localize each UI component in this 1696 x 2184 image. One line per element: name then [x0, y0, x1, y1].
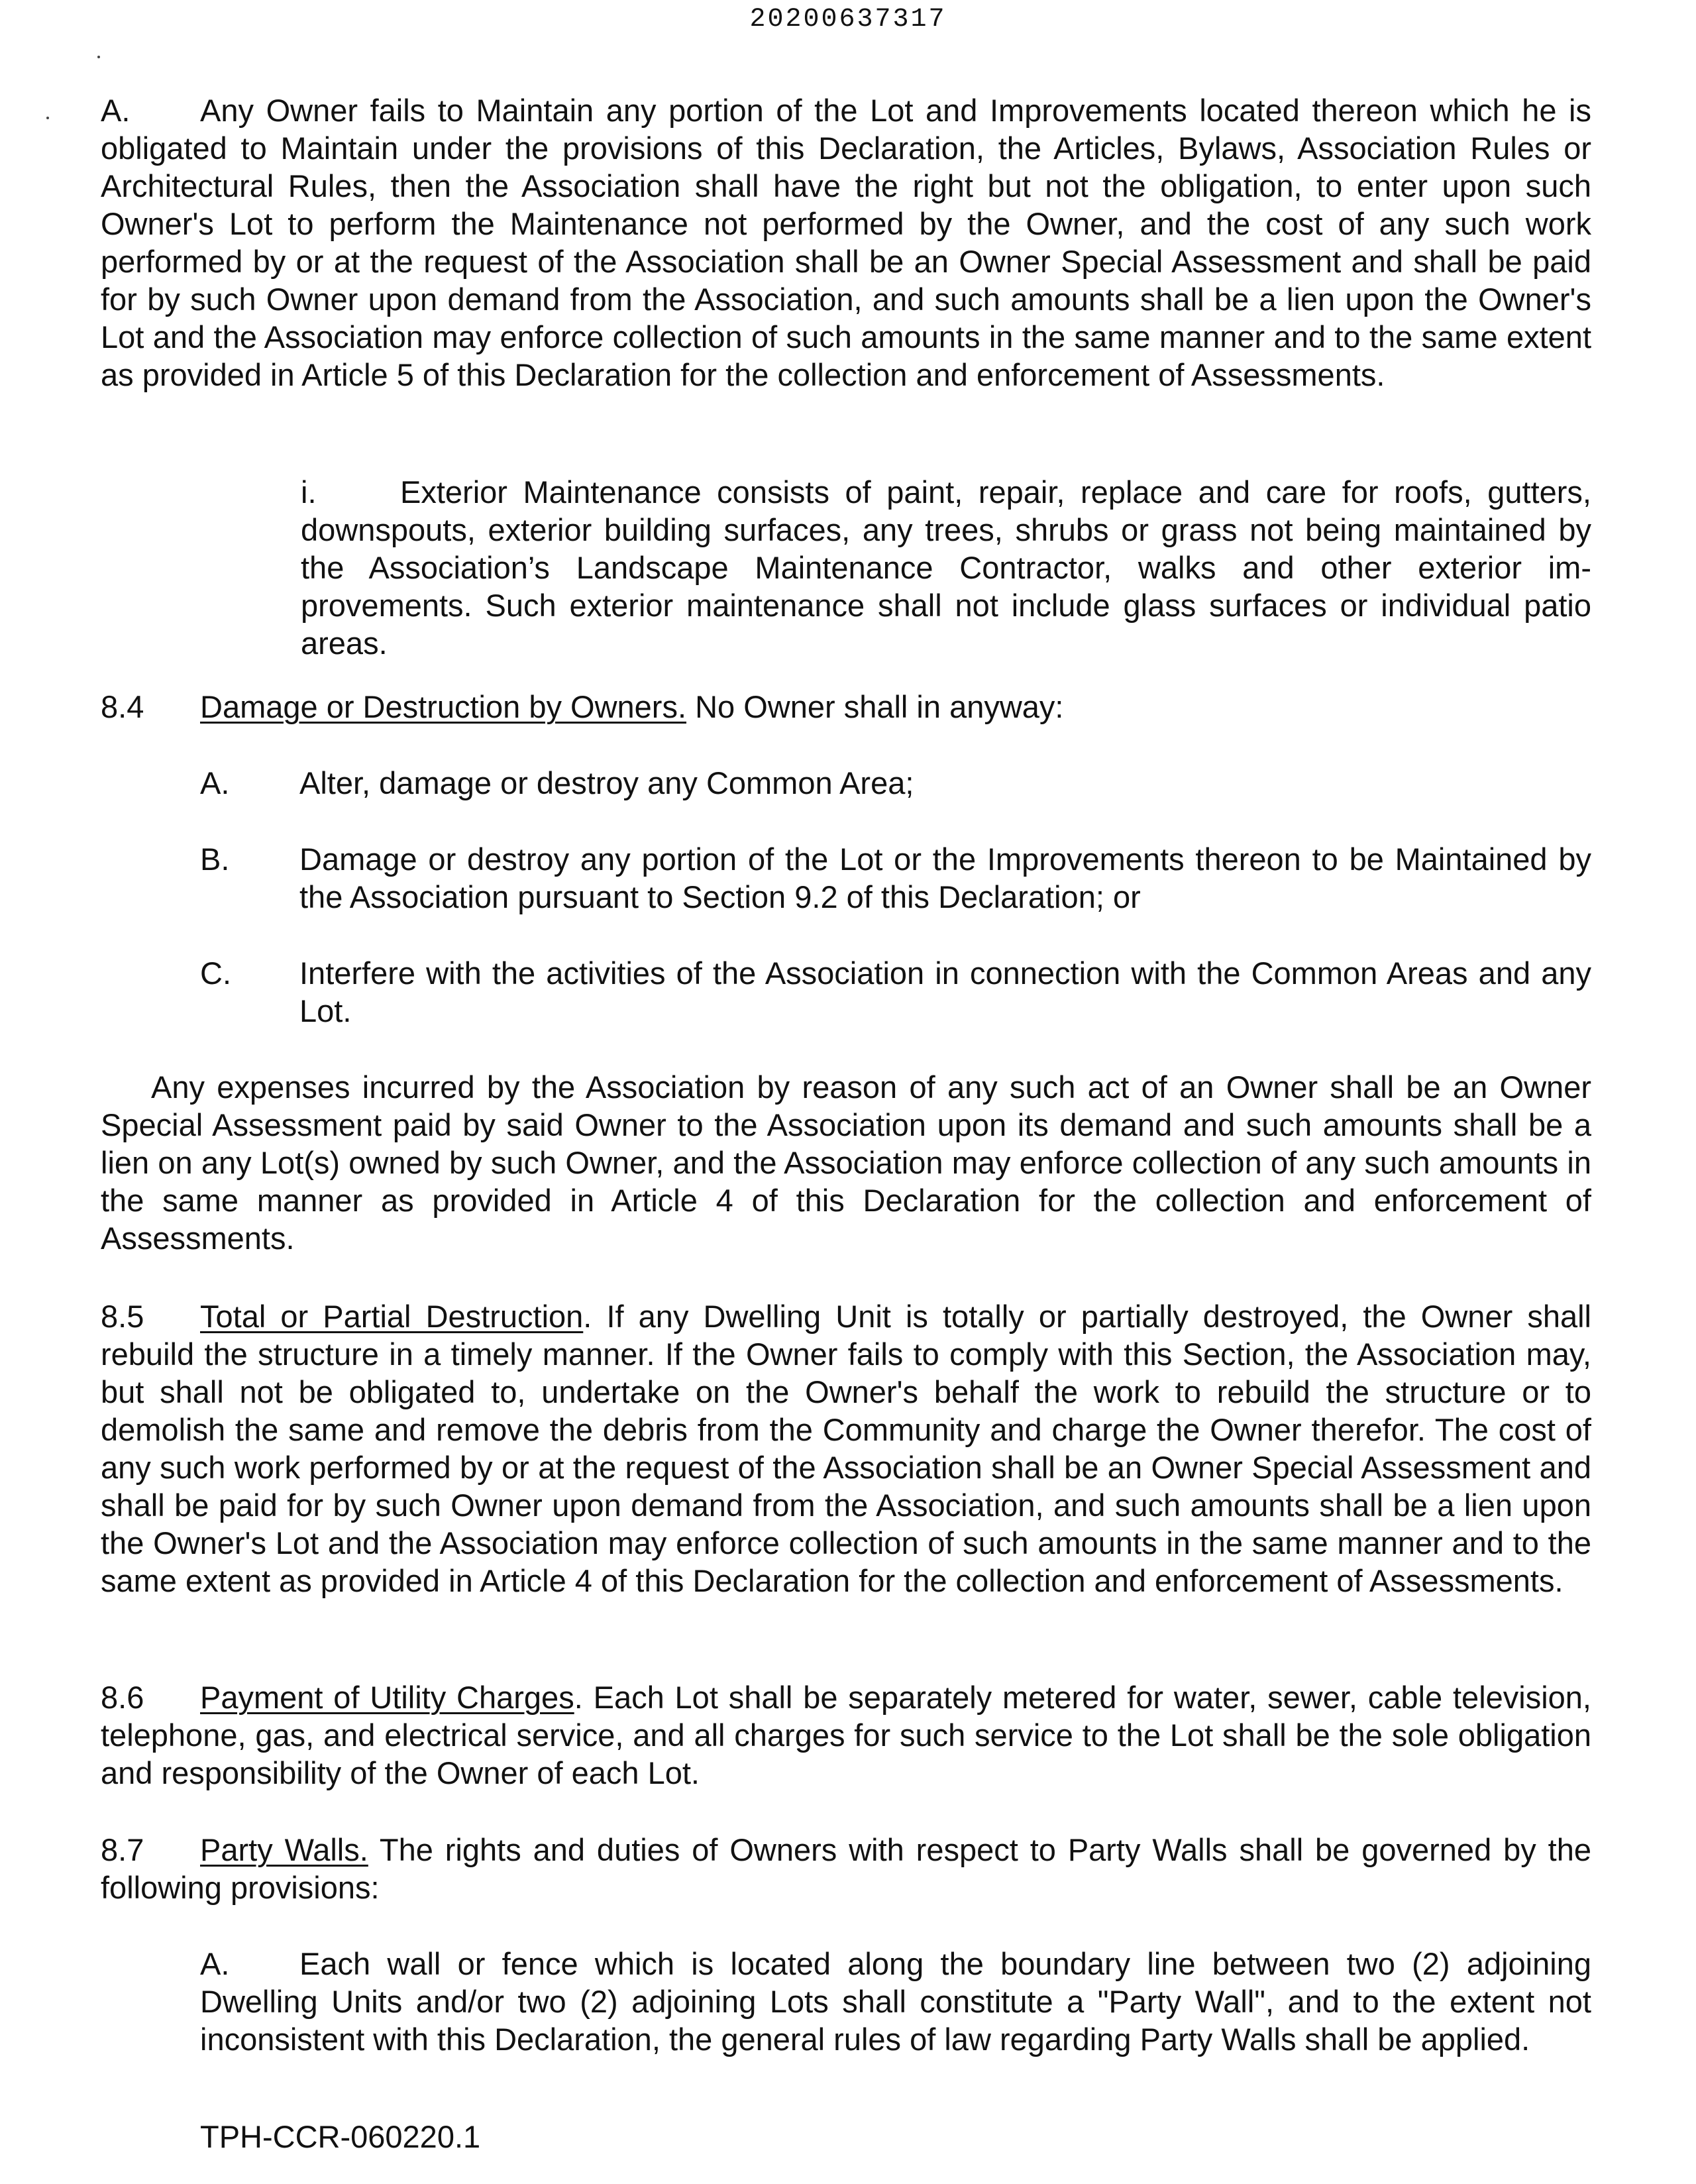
section-8-5	[101, 1297, 1591, 1600]
section-number: 8.7	[101, 1832, 144, 1867]
item-text: Each wall or fence which is located along the boundary line between two (2) adjoining Dwelling Units and/or two (2) adjoining Lots shall constitute a "Party Wall", and to the extent not inconsistent with this Declaration, the general rules of law regarding Party Walls shall be applied.	[200, 1946, 1591, 2057]
section-text: . If any Dwelling Unit is totally or partially destroyed, the Owner shall rebuild the structure in a timely manner. If the Owner fails to comply with this Section, the Association may, but shall not be obligated to, undertake on the Owner's behalf the work to rebuild the structure or to demolish the same and remove the debris from the Community and charge the Owner therefor. The cost of any such work performed by or at the request of the Association shall be an Owner Special Assessment and shall be paid for by such Owner upon demand from the Association, and such amounts shall be a lien upon the Owner's Lot and the Association may enforce collection of such amounts in the same manner and to the same extent as provided in Article 4 of this Declaration for the collection and enforcement of Assessments.	[101, 1299, 1591, 1598]
section-title: Party Walls.	[200, 1832, 368, 1867]
section-number: 8.5	[101, 1299, 144, 1334]
item-text: Interfere with the activities of the Association in connection with the Common Areas and any Lot.	[299, 956, 1591, 1028]
paragraph-text: Exterior Maintenance consists of paint, repair, replace and care for roofs, gutters, downspouts, exterior building surfaces, any trees, shrubs or grass not being maintained by the Association’s Landscape Maintenance Contractor, walks and other exterior im-provements. Such exterior maintenance shall not include glass surfaces or individual patio areas.	[301, 474, 1591, 661]
item-label: i.	[301, 474, 317, 510]
paragraph-text: Any Owner fails to Maintain any portion of the Lot and Improvements located thereon which he is obligated to Maintain under the provisions of this Declaration, the Articles, Bylaws, Association Rules or Architectural Rules, then the Association shall have the right but not the obligation, to enter upon such Owner's Lot to perform the Maintenance not performed by the Owner, and the cost of any such work performed by or at the request of the Association shall be an Owner Special Assessment and shall be paid for by such Owner upon demand from the Association, and such amounts shall be a lien upon the Owner's Lot and the Association may enforce collection of such amounts in the same manner and to the same extent as provided in Article 5 of this Declaration for the collection and enforcement of Assessments.	[101, 93, 1591, 392]
footer-reference: TPH-CCR-060220.1	[200, 2119, 481, 2154]
scan-speck	[46, 117, 49, 119]
section-8-4-item-b	[200, 840, 1591, 916]
item-text: Alter, damage or destroy any Common Area;	[299, 765, 914, 800]
scan-speck	[97, 56, 100, 58]
section-8-4-item-a	[200, 764, 1591, 802]
section-text: . Each Lot shall be separately metered for water, sewer, cable television, telephone, gas, and electrical service, and all charges for such service to the Lot shall be the sole obligation and responsibility of the Owner of each Lot.	[101, 1680, 1591, 1790]
section-intro: No Owner shall in anyway:	[695, 689, 1064, 724]
item-label: A.	[200, 1946, 230, 1981]
section-number: 8.4	[101, 689, 144, 724]
item-label: A.	[200, 765, 230, 800]
item-label: A.	[101, 93, 131, 128]
section-8-7-item-a	[200, 1945, 1591, 2058]
paragraph-8-3-a-i	[301, 473, 1591, 662]
item-label: C.	[200, 956, 231, 991]
paragraph-8-3-a	[101, 91, 1591, 394]
section-8-4-item-c	[200, 954, 1591, 1030]
section-text: The rights and duties of Owners with respect to Party Walls shall be governed by the following provisions:	[101, 1832, 1591, 1905]
section-8-4-closing: Any expenses incurred by the Association by reason of any such act of an Owner shall be an Owner Special Assessment paid by said Owner to the Association upon its demand and such amounts shall be a lien on any Lot(s) owned by such Owner, and the Association may enforce collection of any such amounts in the same manner as provided in Article 4 of this Declaration for the collection and enforcement of Assessments.	[101, 1069, 1591, 1256]
item-text: Damage or destroy any portion of the Lot or the Improvements thereon to be Maintained by the Association pursuant to Section 9.2 of this Declaration; or	[299, 842, 1591, 914]
document-number: 20200637317	[749, 5, 947, 34]
section-number: 8.6	[101, 1680, 144, 1715]
item-label: B.	[200, 842, 230, 877]
section-title: Damage or Destruction by Owners.	[200, 689, 687, 724]
section-8-7	[101, 1831, 1591, 1906]
section-title: Payment of Utility Charges	[200, 1680, 574, 1715]
section-8-4-heading	[101, 688, 1591, 726]
section-8-6	[101, 1678, 1591, 1792]
section-title: Total or Partial Destruction	[200, 1299, 584, 1334]
